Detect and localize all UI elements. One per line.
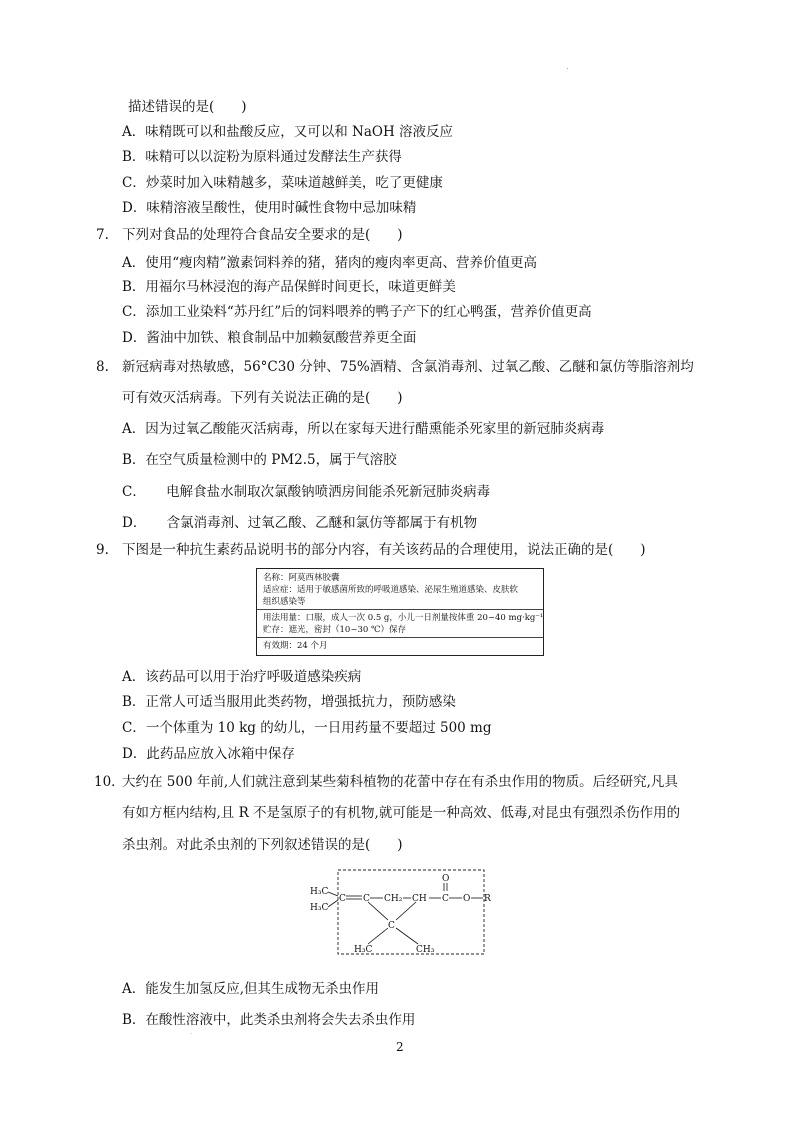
drug-label-line: 组织感染等 bbox=[263, 597, 306, 607]
q10-option-b: B．在酸性溶液中，此类杀虫剂将会失去杀虫作用 bbox=[122, 1012, 416, 1028]
c1-label: C bbox=[339, 894, 346, 904]
o-label: O bbox=[463, 894, 471, 904]
q6-stem-tail: 描述错误的是( ) bbox=[128, 99, 247, 115]
drug-label-line: 用法用量：口服，成人一次 0.5 g，小儿一日剂量按体重 20~40 mg·kg⁻¹ bbox=[263, 613, 544, 623]
q9-number: 9. bbox=[96, 542, 109, 558]
scan-dot: . bbox=[566, 62, 569, 71]
bond bbox=[368, 902, 388, 920]
q8-number: 8. bbox=[96, 359, 109, 375]
o-top-label: O bbox=[442, 874, 450, 884]
ch-label: CH bbox=[412, 894, 427, 904]
ch2-label: CH₂ bbox=[384, 894, 403, 904]
q10-stem-line-2: 有如方框内结构,且 R 不是氢原子的有机物,就可能是一种高效、低毒,对昆虫有强烈杀伤作用的 bbox=[122, 805, 681, 821]
scan-dot: . bbox=[190, 1028, 193, 1036]
q6-option-a: A．味精既可以和盐酸反应，又可以和 NaOH 溶液反应 bbox=[122, 124, 454, 140]
q10-option-a: A．能发生加氢反应,但其生成物无杀虫作用 bbox=[122, 981, 380, 997]
q10-stem-line-1: 大约在 500 年前,人们就注意到某些菊科植物的花蕾中存在有杀虫作用的物质。后经研究,凡具 bbox=[122, 774, 678, 790]
q7-option-d: D．酱油中加铁、粮食制品中加赖氨酸营养更全面 bbox=[122, 330, 417, 346]
drug-label-line: 适应症：适用于敏感菌所致的呼吸道感染、泌尿生殖道感染、皮肤软 bbox=[263, 585, 519, 595]
r-label: R bbox=[484, 894, 491, 904]
q6-option-c: C．炒菜时加入味精越多，菜味道越鲜美，吃了更健康 bbox=[122, 175, 443, 191]
pyrethroid-structure-diagram bbox=[306, 866, 506, 958]
ch3-low-label: CH₃ bbox=[416, 945, 435, 955]
q8-option-a: A．因为过氧乙酸能灭活病毒，所以在家每天进行醋熏能杀死家里的新冠肺炎病毒 bbox=[122, 421, 605, 437]
h3c-top-label: H₃C bbox=[310, 887, 329, 897]
page-number: 2 bbox=[396, 1040, 404, 1054]
bond bbox=[328, 900, 338, 907]
q7-number: 7. bbox=[96, 227, 109, 243]
c2-label: C bbox=[363, 894, 370, 904]
q6-option-b: B．味精可以以淀粉为原料通过发酵法生产获得 bbox=[122, 149, 402, 165]
q6-option-d: D．味精溶液呈酸性，使用时碱性食物中忌加味精 bbox=[122, 200, 417, 216]
bond bbox=[328, 892, 338, 896]
drug-label-box bbox=[256, 568, 544, 656]
q7-option-a: A．使用“瘦肉精”激素饲料养的猪，猪肉的瘦肉率更高、营养价值更高 bbox=[122, 255, 538, 271]
q7-option-c: C．添加工业染料“苏丹红”后的饲料喂养的鸭子产下的红心鸭蛋，营养价值更高 bbox=[122, 304, 592, 320]
q9-option-c: C．一个体重为 10 kg 的幼儿，一日用药量不要超过 500 mg bbox=[122, 720, 492, 736]
q8-option-d: D． 含氯消毒剂、过氧乙酸、乙醚和氯仿等都属于有机物 bbox=[122, 515, 478, 531]
q8-option-c: C． 电解食盐水制取次氯酸钠喷洒房间能杀死新冠肺炎病毒 bbox=[122, 484, 491, 500]
bond bbox=[396, 928, 418, 944]
bond bbox=[396, 902, 416, 920]
drug-label-line: 名称：阿莫西林胶囊 bbox=[263, 573, 340, 583]
c3-label: C bbox=[442, 894, 449, 904]
q10-stem-line-3: 杀虫剂。对此杀虫剂的下列叙述错误的是( ) bbox=[122, 837, 403, 853]
drug-label-line: 贮存：遮光，密封（10~30 ℃）保存 bbox=[263, 625, 406, 635]
h3c-low-label: H₃C bbox=[354, 945, 373, 955]
q9-option-a: A．该药品可以用于治疗呼吸道感染疾病 bbox=[122, 669, 362, 685]
bond bbox=[368, 928, 388, 944]
q9-stem: 下图是一种抗生素药品说明书的部分内容，有关该药品的合理使用，说法正确的是( ) bbox=[122, 542, 646, 558]
q9-option-b: B．正常人可适当服用此类药物，增强抵抗力，预防感染 bbox=[122, 694, 456, 710]
q9-option-d: D．此药品应放入冰箱中保存 bbox=[122, 746, 295, 762]
q8-stem-line-1: 新冠病毒对热敏感，56°C30 分钟、75%酒精、含氯消毒剂、过氧乙酸、乙醚和氯仿等脂溶剂均 bbox=[122, 359, 694, 375]
q10-number: 10． bbox=[94, 774, 125, 790]
h3c-bottom-label: H₃C bbox=[310, 903, 329, 913]
q7-option-b: B．用福尔马林浸泡的海产品保鲜时间更长，味道更鲜美 bbox=[122, 279, 456, 295]
c-center-label: C bbox=[388, 921, 395, 931]
drug-label-line: 有效期：24 个月 bbox=[263, 641, 328, 651]
q8-option-b: B．在空气质量检测中的 PM2.5，属于气溶胶 bbox=[122, 452, 397, 468]
q7-stem: 下列对食品的处理符合食品安全要求的是( ) bbox=[122, 227, 403, 243]
q8-stem-line-2: 可有效灭活病毒。下列有关说法正确的是( ) bbox=[122, 390, 403, 406]
dashed-box bbox=[338, 870, 484, 954]
